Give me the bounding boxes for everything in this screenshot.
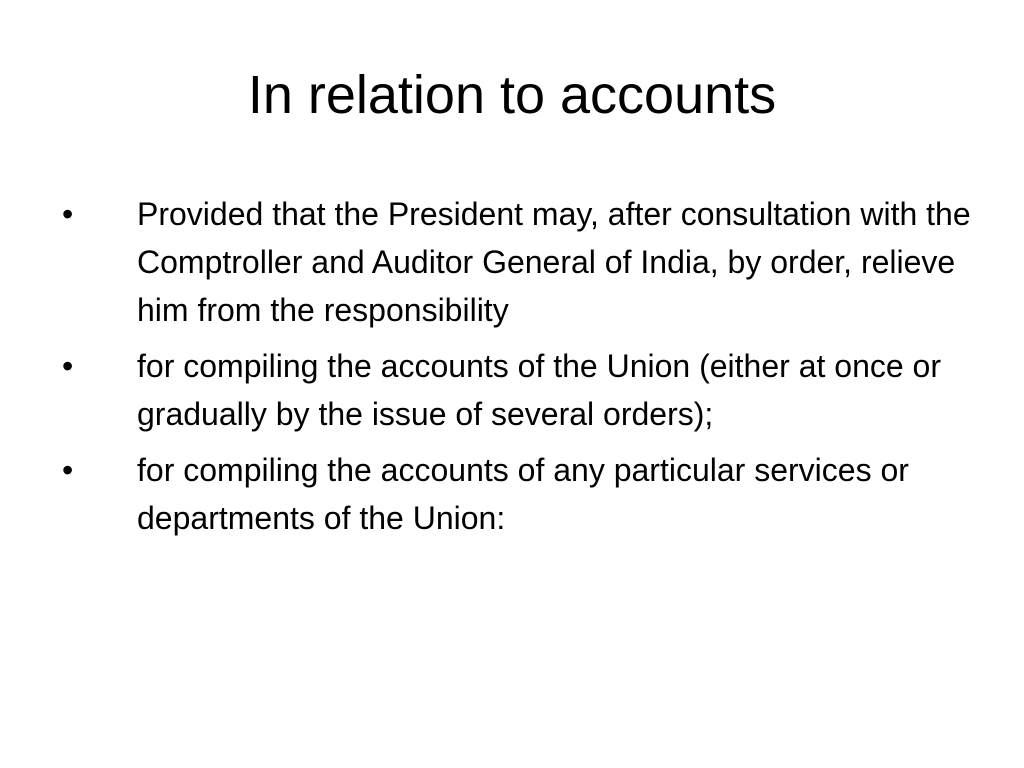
bullet-item xyxy=(60,342,980,438)
bullet-list xyxy=(60,190,980,550)
bullet-text: for compiling the accounts of the Union (either at once or gradually by the issue of several orders); xyxy=(137,348,941,432)
bullet-item xyxy=(60,446,980,542)
bullet-text: Provided that the President may, after consultation with the Comptroller and Auditor General of India, by order, relieve him from the responsibility xyxy=(137,196,971,328)
slide-title: In relation to accounts xyxy=(247,65,777,125)
bullet-item xyxy=(60,190,980,334)
bullet-icon: • xyxy=(62,452,74,488)
bullet-icon: • xyxy=(62,196,74,232)
bullet-icon: • xyxy=(62,348,74,384)
bullet-text: for compiling the accounts of any particular services or departments of the Union: xyxy=(137,452,909,536)
